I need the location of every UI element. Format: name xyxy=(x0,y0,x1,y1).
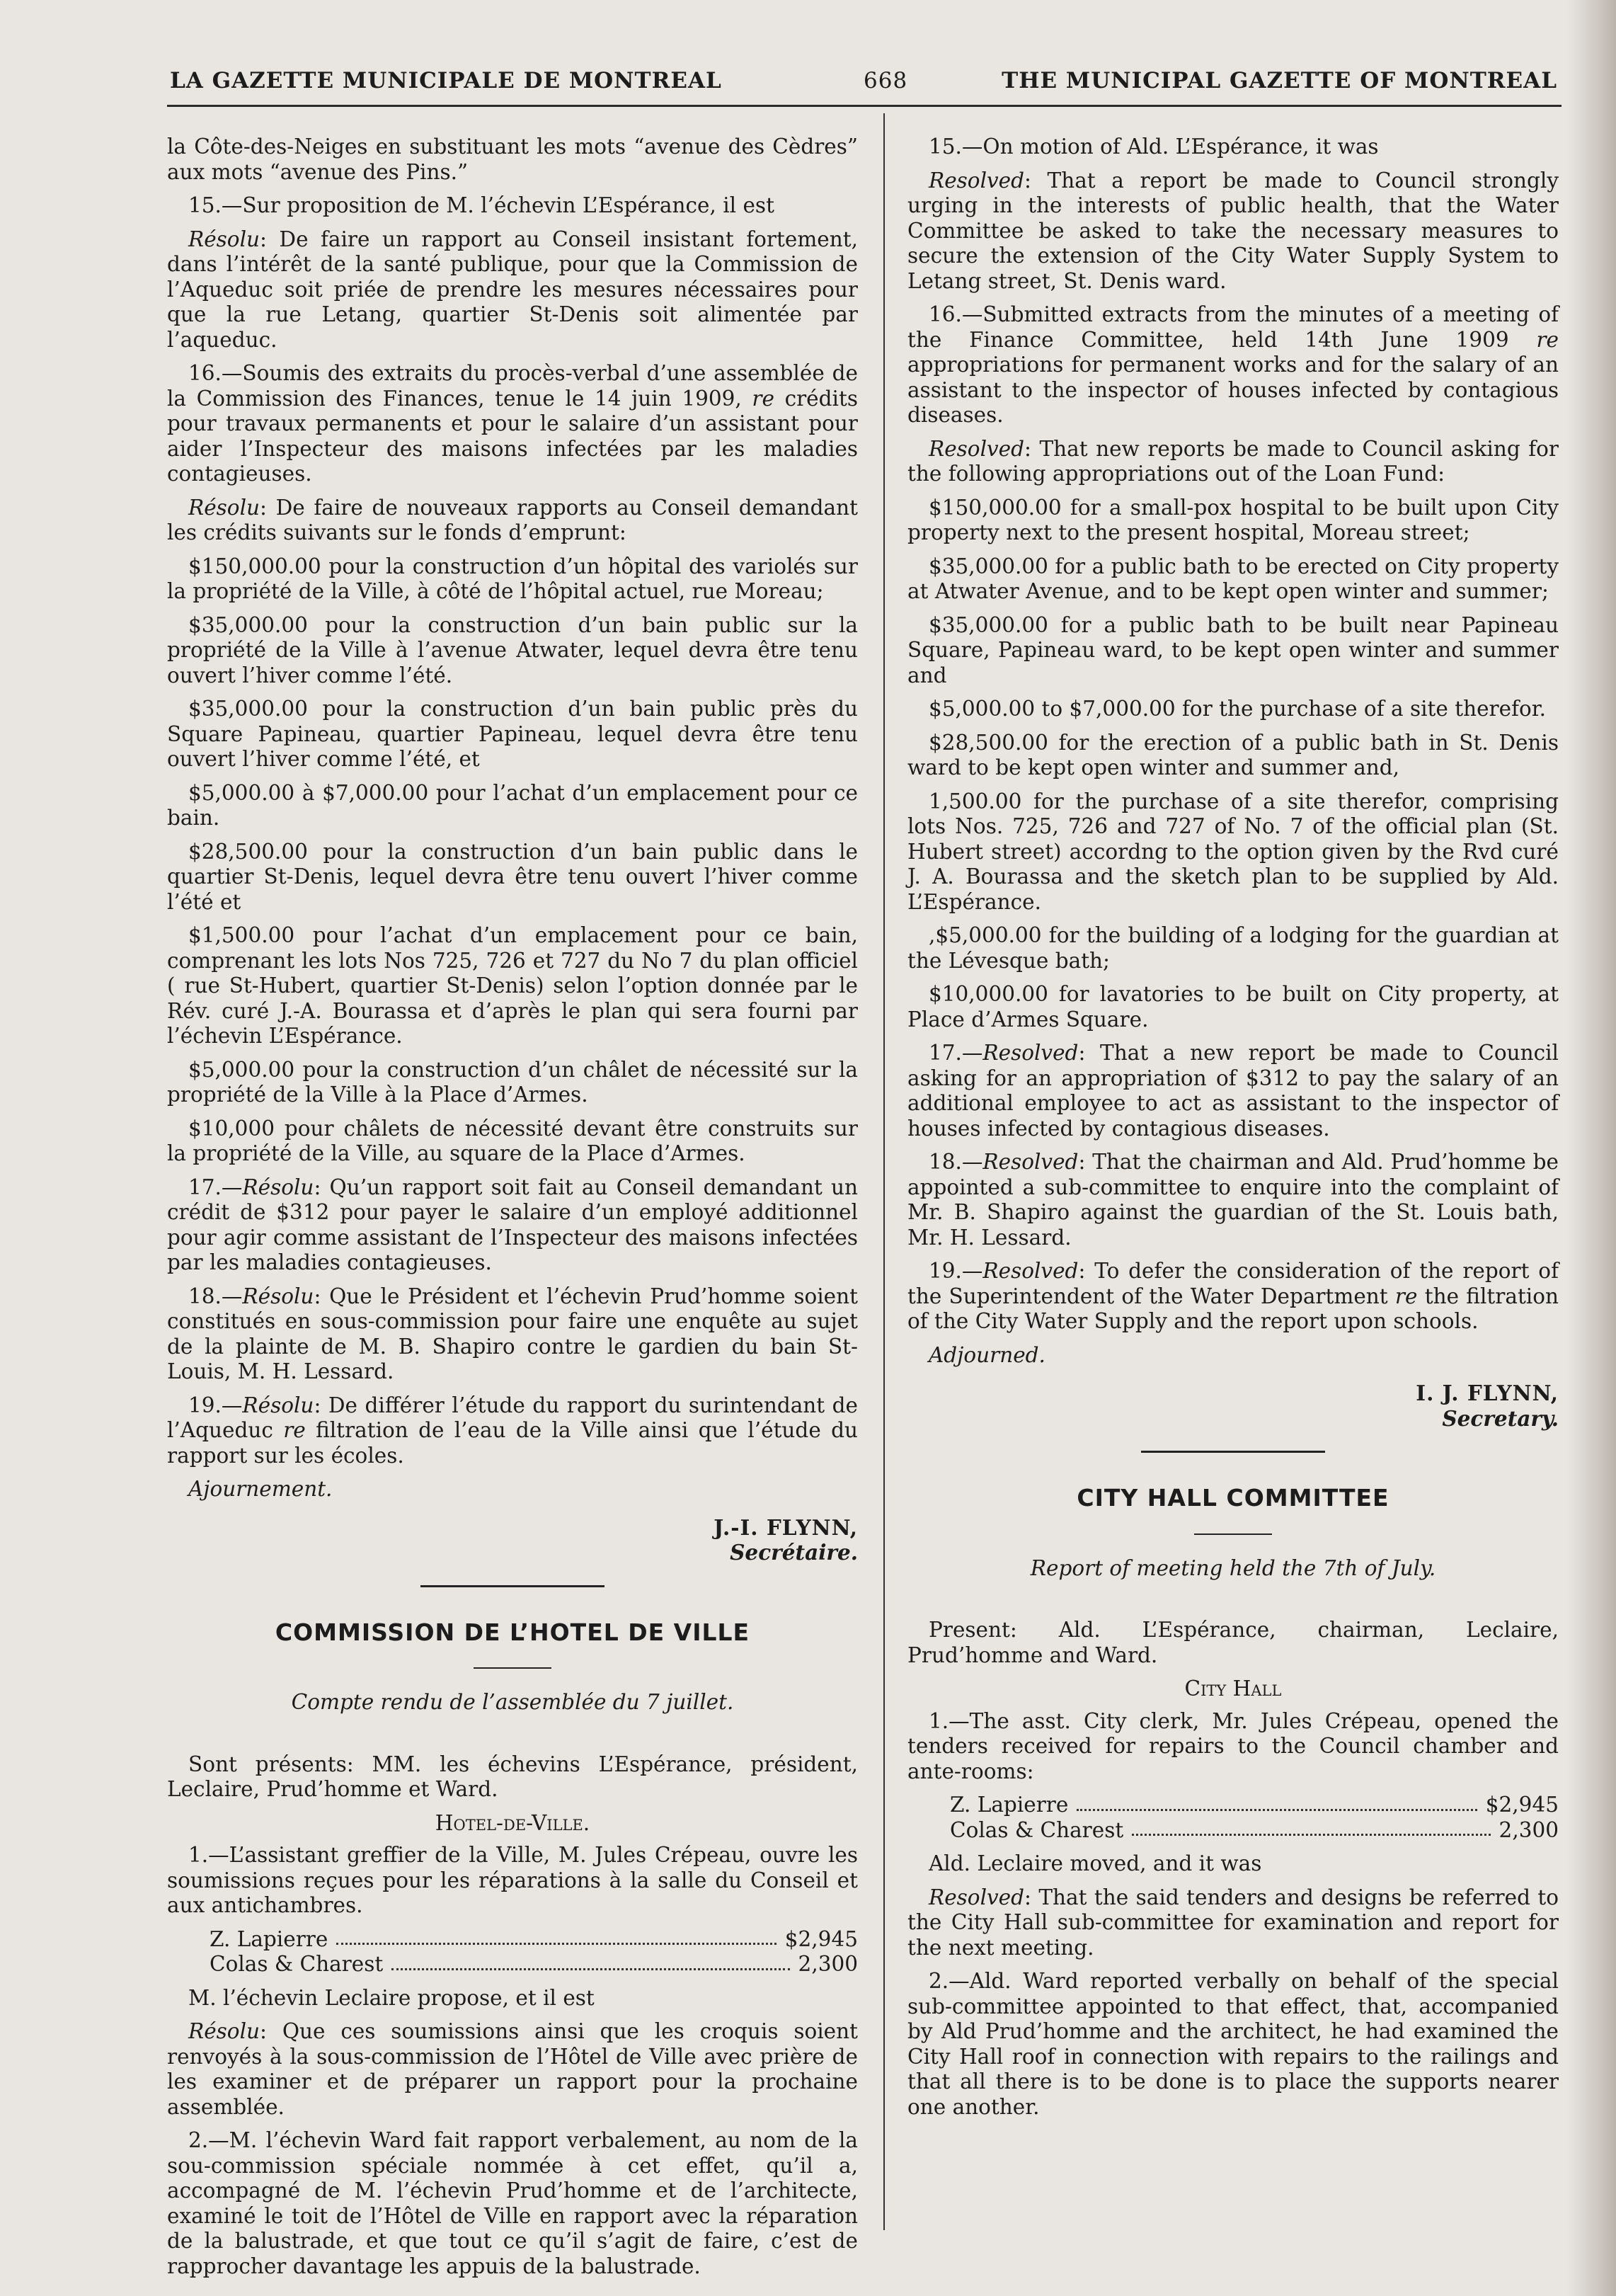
paragraph: Ald. Leclaire moved, and it was xyxy=(929,1851,1262,1875)
section-rule xyxy=(420,1585,604,1587)
running-head xyxy=(170,68,1557,103)
header-english-title: THE MUNICIPAL GAZETTE OF MONTREAL xyxy=(1002,68,1557,93)
tender-row: Z. Lapierre $2,945 xyxy=(950,1793,1559,1817)
paragraph: 1.—L’assistant greffier de la Ville, M. Jules Crépeau, ouvre les soumissions reçues pour les réparations à la salle du Conseil et aux antichambres. xyxy=(167,1843,858,1917)
paragraph: $150,000.00 for a small-pox hospital to be built upon City property next to the present hospital, Moreau street; xyxy=(907,495,1559,544)
paragraph: 1,500.00 for the purchase of a site therefor, comprising lots Nos. 725, 726 and 727 of No. 7 of the official plan (St. Hubert street) accordng to the option given by the Rvd curé J. A. Bourassa and the sketch plan to be supplied by Ald. L’Espérance. xyxy=(907,789,1559,914)
section-subtitle: Compte rendu de l’assemblée du 7 juillet. xyxy=(291,1690,734,1714)
subheading: City Hall xyxy=(1184,1677,1282,1701)
tender-row: Z. Lapierre $2,945 xyxy=(210,1926,858,1951)
header-rule xyxy=(167,105,1561,107)
title-rule xyxy=(1194,1533,1272,1535)
paragraph: 18.—Resolved: That the chairman and Ald. Prud’homme be appointed a sub-committee to enquire into the complaint of Mr. B. Shapiro against the guardian of the St. Louis bath, Mr. H. Lessard. xyxy=(907,1150,1559,1250)
resolved-label: Resolved xyxy=(929,1885,1025,1909)
paragraph: 2.—Ald. Ward reported verbally on behalf of the special sub-committee appointed to that effect, that, accompanied by Ald Prud’homme and the architect, he had examined the City Hall roof in connection with repairs to the railings and that all there is to be done is to place the supports nearer one another. xyxy=(907,1969,1559,2119)
paragraph: $35,000.00 pour la construction d’un bain public sur la propriété de la Ville à l’avenue Atwater, lequel devra être tenu ouvert l’hiver comme l’été. xyxy=(167,612,858,687)
paragraph: 17.—Resolved: That a new report be made to Council asking for an appropriation of $312 to pay the salary of an additional employee to act as assistant to the inspector of houses infected by contagious diseases. xyxy=(907,1041,1559,1141)
attendance: Sont présents: MM. les échevins L’Espérance, président, Leclaire, Prud’homme et Ward. xyxy=(167,1752,858,1801)
title-rule xyxy=(474,1667,551,1669)
resolu-label: Résolu xyxy=(188,495,260,520)
page-edge-shadow xyxy=(1566,0,1616,2296)
adjournment: Ajournement. xyxy=(188,1477,333,1501)
paragraph: $150,000.00 pour la construction d’un hôpital des variolés sur la propriété de la Ville, à côté de l’hôpital actuel, rue Moreau; xyxy=(167,554,858,603)
paragraph: $28,500.00 for the erection of a public bath in St. Denis ward to be kept open winter and summer and, xyxy=(907,730,1559,779)
paragraph: 19.—Résolu: De différer l’étude du rapport du surintendant de l’Aqueduc re filtration de l’eau de la Ville ainsi que l’étude du rapport sur les écoles. xyxy=(167,1393,858,1468)
section-title: CITY HALL COMMITTEE xyxy=(1077,1484,1389,1512)
section-subtitle: Report of meeting held the 7th of July. xyxy=(1030,1555,1436,1580)
attendance: Present: Ald. L’Espérance, chairman, Leclaire, Prud’homme and Ward. xyxy=(907,1618,1559,1667)
paragraph: $5,000.00 pour la construction d’un châlet de nécessité sur la propriété de la Ville à la Place d’Armes. xyxy=(167,1057,858,1107)
tender-row: Colas & Charest 2,300 xyxy=(950,1817,1559,1842)
paragraph: ,$5,000.00 for the building of a lodging for the guardian at the Lévesque bath; xyxy=(907,923,1559,973)
paragraph: Résolu: Que ces soumissions ainsi que les croquis soient renvoyés à la sous-commission de l’Hôtel de Ville avec prière de les examiner et de préparer un rapport pour la prochaine assemblée. xyxy=(167,2019,858,2119)
paragraph: $35,000.00 for a public bath to be built near Papineau Square, Papineau ward, to be kept open winter and summer and xyxy=(907,612,1559,687)
paragraph: $35,000.00 for a public bath to be erected on City property at Atwater Avenue, and to be kept open winter and summer; xyxy=(907,554,1559,603)
paragraph: 18.—Résolu: Que le Président et l’échevin Prud’homme soient constitués en sous-commission pour faire une enquête au sujet de la plainte de M. B. Shapiro contre le gardien du bain St-Louis, M. H. Lessard. xyxy=(167,1284,858,1383)
tender-row: Colas & Charest 2,300 xyxy=(210,1952,858,1976)
paragraph: 15.—Sur proposition de M. l’échevin L’Espérance, il est xyxy=(188,193,774,217)
section-title: COMMISSION DE L’HOTEL DE VILLE xyxy=(275,1618,750,1646)
signature-title: Secrétaire. xyxy=(730,1540,858,1565)
paragraph: $5,000.00 to $7,000.00 for the purchase of a site therefor. xyxy=(929,697,1547,721)
paragraph: Résolu: De faire de nouveaux rapports au Conseil demandant les crédits suivants sur le fonds d’emprunt: xyxy=(167,495,858,544)
paragraph: $1,500.00 pour l’achat d’un emplacement pour ce bain, comprenant les lots Nos 725, 726 et 727 du No 7 du plan officiel ( rue St-Hubert, quartier St-Denis) selon l’option donnée par le Rév. curé J.-A. Bourassa et d’après le plan qui sera fourni par l’échevin L’Espérance. xyxy=(167,923,858,1048)
signature-title: Secretary. xyxy=(1442,1405,1559,1431)
header-french-title: LA GAZETTE MUNICIPALE DE MONTREAL xyxy=(170,68,722,93)
french-column xyxy=(167,135,858,2288)
paragraph: $5,000.00 à $7,000.00 pour l’achat d’un emplacement pour ce bain. xyxy=(167,780,858,830)
paragraph: 16.—Soumis des extraits du procès-verbal d’une assemblée de la Commission des Finances, tenue le 14 juin 1909, re crédits pour travaux permanents et pour le salaire d’un assistant pour aider l’Inspecteur des maisons infectées par les maladies contagieuses. xyxy=(167,361,858,486)
resolu-label: Résolu xyxy=(242,1284,314,1308)
paragraph: 1.—The asst. City clerk, Mr. Jules Crépeau, opened the tenders received for repairs to the Council chamber and ante-rooms: xyxy=(907,1708,1559,1783)
subheading: Hotel-de-Ville. xyxy=(435,1810,590,1835)
resolved-label: Resolved xyxy=(982,1150,1079,1174)
resolved-label: Resolved xyxy=(982,1041,1079,1065)
paragraph: $35,000.00 pour la construction d’un bain public près du Square Papineau, quartier Papineau, lequel devra être tenu ouvert l’hiver comme l’été, et xyxy=(167,697,858,771)
paragraph: 19.—Resolved: To defer the consideration of the report of the Superintendent of the Water Department re the filtration of the City Water Supply and the report upon schools. xyxy=(907,1259,1559,1333)
signature-name: I. J. FLYNN, xyxy=(1416,1381,1559,1405)
paragraph: M. l’échevin Leclaire propose, et il est xyxy=(188,1985,595,2010)
resolu-label: Résolu xyxy=(188,2019,260,2043)
section-rule xyxy=(1141,1451,1325,1453)
paragraph: $10,000.00 for lavatories to be built on City property, at Place d’Armes Square. xyxy=(907,982,1559,1032)
resolved-label: Resolved xyxy=(982,1259,1079,1283)
resolu-label: Résolu xyxy=(242,1175,314,1199)
paragraph: $10,000 pour châlets de nécessité devant être construits sur la propriété de la Ville, au square de la Place d’Armes. xyxy=(167,1116,858,1165)
paragraph: Resolved: That new reports be made to Council asking for the following appropriations out of the Loan Fund: xyxy=(907,436,1559,486)
paragraph: Resolved: That the said tenders and designs be referred to the City Hall sub-committee for examination and report for the next meeting. xyxy=(907,1885,1559,1960)
resolved-label: Resolved xyxy=(929,168,1025,193)
page-number: 668 xyxy=(864,68,908,93)
paragraph: 15.—On motion of Ald. L’Espérance, it was xyxy=(929,135,1379,159)
resolved-label: Resolved xyxy=(929,436,1025,461)
adjournment: Adjourned. xyxy=(929,1342,1045,1367)
resolu-label: Résolu xyxy=(242,1393,314,1417)
resolu-label: Résolu xyxy=(188,227,260,251)
paragraph: la Côte-des-Neiges en substituant les mots “avenue des Cèdres” aux mots “avenue des Pins.” xyxy=(167,135,858,184)
paragraph: 2.—M. l’échevin Ward fait rapport verbalement, au nom de la sou-commission spéciale nommée à cet effet, qu’il a, accompagné de M. l’échevin Prud’homme et de l’architecte, examiné le toit de l’Hôtel de Ville en rapport avec la réparation de la balustrade, et que tout ce qu’il s’agit de faire, c’est de rapprocher davantage les appuis de la balustrade. xyxy=(167,2128,858,2278)
paragraph: Resolved: That a report be made to Council strongly urging in the interests of public health, that the Water Committee be asked to take the necessary measures to secure the extension of the City Water Supply System to Letang street, St. Denis ward. xyxy=(907,168,1559,293)
signature-name: J.-I. FLYNN, xyxy=(714,1514,858,1540)
column-divider xyxy=(883,113,885,2230)
paragraph: $28,500.00 pour la construction d’un bain public dans le quartier St-Denis, lequel devra être tenu ouvert l’hiver comme l’été et xyxy=(167,839,858,914)
paragraph: 17.—Résolu: Qu’un rapport soit fait au Conseil demandant un crédit de $312 pour payer le salaire d’un employé additionnel pour agir comme assistant de l’Inspecteur des maisons infectées par les maladies contagieuses. xyxy=(167,1175,858,1274)
paragraph: Résolu: De faire un rapport au Conseil insistant fortement, dans l’intérêt de la santé publique, pour que la Commission de l’Aqueduc soit priée de prendre les mesures nécessaires pour que la rue Letang, quartier St-Denis soit alimentée par l’aqueduc. xyxy=(167,227,858,352)
english-column xyxy=(907,135,1559,2128)
paragraph: 16.—Submitted extracts from the minutes of a meeting of the Finance Committee, held 14th June 1909 re appropriations for permanent works and for the salary of an assistant to the inspector of houses infected by contagious diseases. xyxy=(907,302,1559,427)
